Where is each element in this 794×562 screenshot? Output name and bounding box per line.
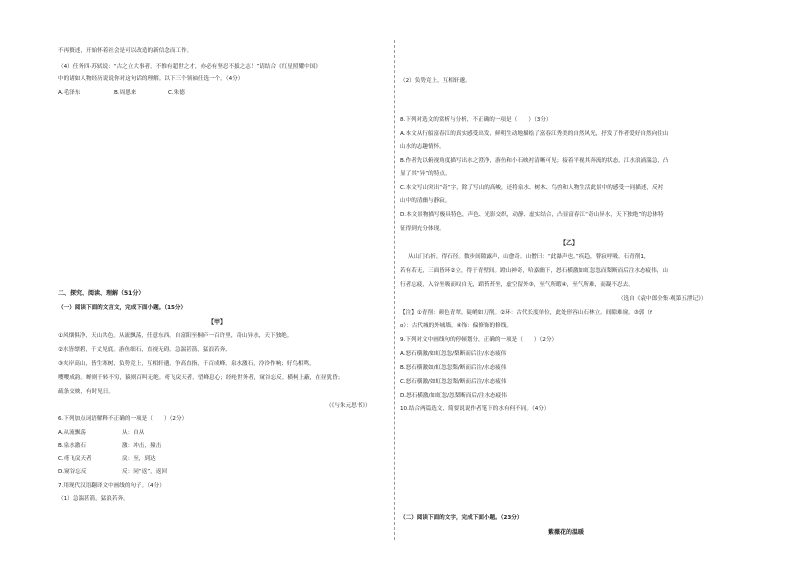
- question-6-option-d: D.窥谷忘反: [58, 469, 87, 475]
- passage-yi-label: 【乙】: [560, 240, 579, 247]
- question-9-option-d: D.怒石横激/如虹忽/忽梨断而后/注水态疲伟: [400, 393, 507, 399]
- continued-text: 不再赘述，开始怀着社会是可以改造的新信念而工作。: [58, 48, 193, 54]
- question-9-stem: 9.下列对文中画线句的停顿划分，正确的一项是（ ）（2分）: [400, 337, 558, 343]
- question-6-option-d-gloss: 反：同“返”，返回: [122, 469, 167, 475]
- question-6-option-c-gloss: 戾：至，到达: [122, 456, 156, 462]
- question-9-option-a: A.怒石横激/如虹忽忽/梨断而后注/水态疲伟: [400, 351, 507, 357]
- question-4-option-a: A.毛泽东: [58, 90, 81, 96]
- question-7-item-2: （2）负势竞上，互相轩邈。: [400, 78, 471, 84]
- question-8-option-c-l1: C.本文写山突出“奇”字，除了写山的高峻，还将泉水、树木、鸟兽和人物生活此景中的感受一同描述，反衬: [400, 185, 664, 191]
- passage-yi-source: （选自《袁中郎全集·观第五泄记》）: [618, 296, 707, 302]
- question-8-option-a-l2: 山水的志趣情怀。: [400, 144, 445, 150]
- annotation-line-1: 【注】①青削：颜色青翠，陡峭如刀削。②环：古代长度单位，此处形容山石林立。间隙难窥。③郭（f: [400, 310, 652, 316]
- question-6-option-a: A.从流飘荡: [58, 430, 86, 436]
- passage-jia-p1: ①风烟俱净，天山共色。从流飘荡，任意东西。自富阳至桐庐一百许里，奇山异水，天下独绝。: [58, 333, 293, 339]
- question-9-option-c: C.怒石横激/如虹忽忽梨/断而后注/水态疲伟: [400, 379, 507, 385]
- column-divider: [394, 40, 395, 540]
- subsection-2-title: （二）阅读下面的文字，完成下面小题。（23分）: [400, 515, 523, 521]
- passage-jia-p3-l3: 疏条交映，有时见日。: [58, 389, 114, 395]
- question-6-stem: 6.下列加点词语解释不正确的一项是（ ）（2分）: [58, 416, 188, 422]
- question-4-option-c: C.朱德: [168, 90, 185, 96]
- question-8-stem: 8.下列对选文的赏析与分析，不正确的一项是（ ）（3分）: [400, 117, 552, 123]
- passage-yi-p3: 行者忘疲，入谷坐吸而叹自无，蹈苔苔坐，虚空留外③，至气所暇④，至气所难，而凝不忍去。: [400, 282, 634, 288]
- question-4-line-1: （4）任务四·苏轼说：“古之立大事者，不惟有超世之才，亦必有坚忍不拔之志！”请结合《红星照耀中国》: [58, 64, 321, 70]
- question-8-option-a-l1: A.本文从行船富春江的真实感受出发，鲜明生动地描绘了富春江秀美的自然风光，抒发了作者爱好自然向往山: [400, 131, 669, 137]
- section-2-title: 二、探究、阅读、理解（51分）: [58, 290, 145, 297]
- passage-jia-source: （《与朱元思书》）: [326, 403, 371, 409]
- question-8-option-c-l2: 山中的清幽与静寂。: [400, 198, 451, 204]
- question-10-stem: 10.结合两篇选文，简要说说作者笔下的水有何不同。（4分）: [400, 406, 550, 412]
- question-8-option-d-l1: D.本文景物描写极具特色，声色、光影交织，动静、虚实结合，凸显富春江“奇山异水，天下独绝”的总体特: [400, 212, 664, 218]
- subsection-1-title: （一）阅读下面的文言文，完成下面小题。（15分）: [58, 305, 187, 311]
- question-8-option-d-l2: 征得到充分体现。: [400, 226, 445, 232]
- question-6-option-c: C.鸢飞戾天者: [58, 456, 92, 462]
- passage-jia-p3-l2: 嘤嘤成韵。蝉则千转不穷，猿则百叫无绝。鸢飞戾天者，望峰息心；经纶世务者，窥谷忘反。横柯上蔽，在昼犹昏；: [58, 375, 344, 381]
- annotation-line-2: o）：古代城的外城墙。④饰：偏修饰的修线。: [400, 323, 512, 329]
- question-6-option-a-gloss: 从：自从: [122, 430, 145, 436]
- passage-jia-label: 【甲】: [208, 319, 227, 326]
- question-6-option-b: B.泉水激石: [58, 443, 86, 449]
- question-7-stem: 7.用现代汉语翻译文中画线的句子。（4分）: [58, 483, 165, 489]
- question-8-option-b-l2: 显了其“异”的特点。: [400, 171, 451, 177]
- question-9-option-b: B.怒石横激如/虹忽忽梨/断而后注/水态疲伟: [400, 365, 507, 371]
- passage-jia-p3-l1: ③夹岸高山，皆生寒树，负势竞上，互相轩邈，争高直指，千百成峰。泉水激石，泠泠作响；好鸟相鸣，: [58, 361, 315, 367]
- question-6-option-b-gloss: 激：冲击，撞击: [122, 443, 162, 449]
- question-4-option-b: B.周恩来: [114, 90, 137, 96]
- article-title: 紫薇花的温暖: [548, 529, 585, 536]
- question-8-option-b-l1: B.作者先以俯视角度描写出水之澄净，游鱼和小石映衬清晰可见；接着平视其奔流的状态，江水浪涌湍急，凸: [400, 158, 669, 164]
- passage-yi-p1: 从山门右折，得石径。数步间隙露声，山愈奇。山僧曰：“此瀑声也。”疾趋，瞢寂呼吸。石青削1，: [408, 254, 650, 260]
- question-4-line-2: 中的诸如人物经历说说你对这句话的理解。以下三个领袖任选一个。（4分）: [58, 76, 244, 82]
- passage-jia-p2: ②水皆缥碧，千丈见底。游鱼细石，直视无碍。急湍甚箭，猛浪若奔。: [58, 347, 231, 353]
- question-7-item-1: （1）急湍甚箭，猛浪若奔。: [58, 496, 129, 502]
- passage-yi-p2: 若有若无，三面皆环②立，得于青壁间。蹬山神奇，哈嘉幽下，怒石横激如虹忽忽而梨断而后注水态疲伟，山: [400, 268, 668, 274]
